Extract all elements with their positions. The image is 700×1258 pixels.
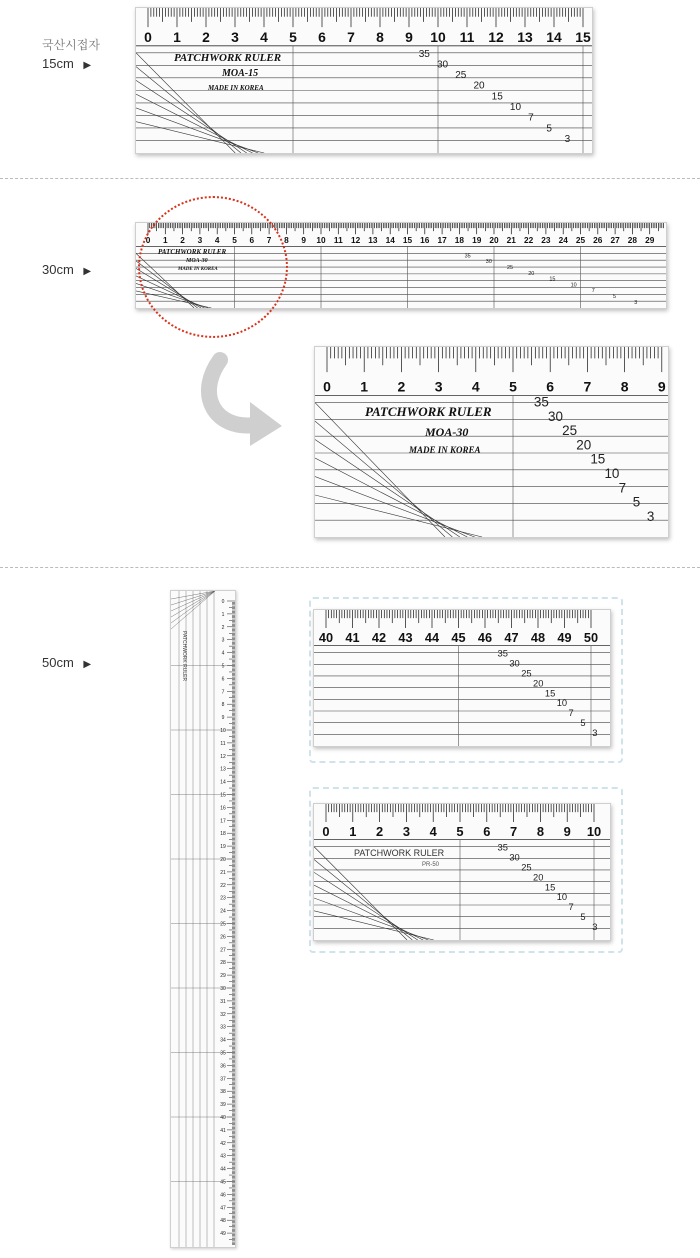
ruler-number: 19 xyxy=(472,234,482,245)
ruler-number: 2 xyxy=(376,823,384,839)
ruler-number: 26 xyxy=(220,934,226,941)
ruler-number: 24 xyxy=(220,908,226,915)
ruler-number: 13 xyxy=(220,766,226,773)
ruler-number: 22 xyxy=(523,234,534,245)
seam-mark: 15 xyxy=(549,276,556,283)
product-caption: 국산시접자 xyxy=(42,38,100,52)
ruler-number: 11 xyxy=(333,234,343,245)
ruler-number: 49 xyxy=(557,629,572,645)
ruler-number: 46 xyxy=(220,1192,226,1199)
ruler-number: 17 xyxy=(220,818,226,825)
ruler-number: 10 xyxy=(430,29,446,46)
ruler-number: 31 xyxy=(220,998,226,1005)
ruler-model: MOA-15 xyxy=(222,68,259,79)
ruler-number: 46 xyxy=(477,629,493,645)
size-label-50cm xyxy=(42,655,91,670)
ruler-number: 27 xyxy=(220,947,226,954)
seam-mark: 3 xyxy=(634,299,638,306)
seam-mark: 35 xyxy=(497,648,508,659)
ruler-50cm-detail-start-graphic xyxy=(314,804,610,940)
ruler-number: 22 xyxy=(220,882,226,889)
zoom-highlight-circle xyxy=(138,196,288,338)
seam-mark: 10 xyxy=(604,466,620,481)
ruler-brand: PATCHWORK RULER xyxy=(174,52,282,64)
seam-mark: 3 xyxy=(564,133,571,145)
seam-mark: 3 xyxy=(646,508,655,524)
ruler-number: 5 xyxy=(221,663,225,670)
ruler-number: 47 xyxy=(220,1205,226,1212)
seam-mark: 5 xyxy=(613,294,617,301)
triangle-right-icon: ▶ xyxy=(83,266,92,277)
ruler-number: 9 xyxy=(301,234,307,245)
seam-mark: 5 xyxy=(580,718,586,729)
seam-mark: 20 xyxy=(473,80,485,92)
seam-mark: 30 xyxy=(436,59,449,71)
size-label-30cm xyxy=(42,262,91,277)
ruler-number: 14 xyxy=(220,779,226,786)
section-divider xyxy=(0,178,700,179)
seam-mark: 30 xyxy=(509,852,520,863)
ruler-number: 1 xyxy=(162,234,168,245)
ruler-number: 0 xyxy=(221,599,225,605)
ruler-number: 18 xyxy=(454,234,465,245)
ruler-number: 25 xyxy=(575,234,586,245)
ruler-model: MOA-30 xyxy=(186,258,208,264)
ruler-30cm-zoom xyxy=(314,346,669,538)
ruler-15cm xyxy=(135,7,593,154)
ruler-number: 21 xyxy=(506,234,516,245)
ruler-50cm-vertical-graphic xyxy=(171,591,235,1247)
ruler-number: 3 xyxy=(221,637,225,644)
ruler-number: 7 xyxy=(221,689,225,696)
ruler-number: 7 xyxy=(266,234,272,245)
ruler-number: 1 xyxy=(221,611,225,618)
ruler-number: 30 xyxy=(220,986,226,992)
ruler-number: 23 xyxy=(541,234,551,245)
ruler-number: 32 xyxy=(220,1011,226,1018)
seam-mark: 25 xyxy=(521,668,532,679)
ruler-number: 15 xyxy=(220,792,226,799)
ruler-number: 3 xyxy=(231,29,239,46)
ruler-number: 14 xyxy=(546,29,562,46)
seam-mark: 3 xyxy=(592,727,598,738)
ruler-brand: PATCHWORK RULER xyxy=(365,404,492,419)
triangle-right-icon: ▶ xyxy=(83,659,92,670)
ruler-number: 14 xyxy=(385,234,395,245)
ruler-number: 39 xyxy=(220,1102,226,1109)
seam-mark: 5 xyxy=(632,494,641,510)
ruler-number: 18 xyxy=(220,831,226,838)
ruler-number: 20 xyxy=(220,857,226,863)
triangle-right-icon: ▶ xyxy=(83,60,92,71)
ruler-number: 5 xyxy=(509,378,517,395)
ruler-number: 8 xyxy=(221,702,225,709)
ruler-number: 4 xyxy=(214,234,220,245)
seam-mark: 20 xyxy=(533,678,544,689)
ruler-number: 37 xyxy=(220,1076,226,1083)
ruler-number: 44 xyxy=(424,629,440,645)
ruler-number: 23 xyxy=(220,895,226,902)
angle-line xyxy=(314,872,418,940)
ruler-number: 26 xyxy=(593,234,603,245)
ruler-number: 48 xyxy=(530,629,546,645)
seam-mark: 25 xyxy=(562,423,578,439)
ruler-50cm-vertical xyxy=(170,590,236,1248)
ruler-number: 35 xyxy=(220,1050,226,1057)
seam-mark: 3 xyxy=(592,921,598,932)
seam-mark: 7 xyxy=(568,708,574,719)
size-text: 50cm xyxy=(42,655,74,670)
ruler-number: 10 xyxy=(586,823,602,839)
seam-mark: 10 xyxy=(556,892,568,903)
seam-mark: 7 xyxy=(568,902,574,913)
ruler-number: 29 xyxy=(220,973,226,980)
ruler-number: 13 xyxy=(368,234,378,245)
ruler-number: 28 xyxy=(627,234,638,245)
ruler-50cm-detail-end-graphic xyxy=(314,610,610,746)
ruler-number: 20 xyxy=(489,234,499,245)
ruler-number: 25 xyxy=(220,921,226,928)
seam-mark: 7 xyxy=(618,480,627,496)
ruler-number: 42 xyxy=(220,1140,226,1147)
curved-arrow-icon xyxy=(200,350,290,450)
size-text: 30cm xyxy=(42,262,74,277)
ruler-number: 17 xyxy=(437,234,447,245)
ruler-number: 3 xyxy=(197,234,203,245)
ruler-number: 6 xyxy=(318,29,326,46)
ruler-number: 40 xyxy=(220,1115,226,1121)
angle-line xyxy=(314,859,412,940)
ruler-number: 3 xyxy=(434,378,443,395)
ruler-number: 0 xyxy=(323,378,331,395)
ruler-number: 28 xyxy=(220,960,226,967)
ruler-number: 5 xyxy=(289,29,297,46)
seam-mark: 5 xyxy=(580,912,586,923)
seam-mark: 10 xyxy=(570,282,577,289)
ruler-50cm-detail-start xyxy=(313,803,611,941)
detail-frame-40-50 xyxy=(309,597,623,763)
seam-mark: 5 xyxy=(546,123,552,135)
ruler-number: 8 xyxy=(284,234,289,245)
ruler-number: 12 xyxy=(220,753,226,760)
ruler-15cm-graphic xyxy=(136,8,592,153)
ruler-origin: MADE IN KOREA xyxy=(208,84,264,92)
ruler-number: 6 xyxy=(249,234,255,245)
ruler-number: 9 xyxy=(563,823,571,839)
ruler-number: 3 xyxy=(402,823,410,839)
detail-frame-0-10 xyxy=(309,787,623,953)
ruler-model: MOA-30 xyxy=(425,425,469,439)
ruler-number: 11 xyxy=(220,740,226,747)
ruler-number: 5 xyxy=(232,234,237,245)
ruler-origin: MADE IN KOREA xyxy=(409,445,481,455)
seam-mark: 35 xyxy=(418,48,430,60)
ruler-number: 6 xyxy=(221,676,225,683)
ruler-number: 16 xyxy=(420,234,430,245)
ruler-number: 24 xyxy=(558,234,568,245)
ruler-number: 12 xyxy=(350,234,361,245)
ruler-number: 15 xyxy=(402,234,413,245)
size-label-15cm xyxy=(42,56,91,71)
seam-mark: 20 xyxy=(576,437,592,453)
ruler-number: 10 xyxy=(220,728,226,734)
ruler-number: 47 xyxy=(504,629,519,645)
ruler-number: 34 xyxy=(220,1037,226,1044)
ruler-number: 7 xyxy=(510,823,518,839)
ruler-number: 9 xyxy=(221,715,225,722)
seam-mark: 25 xyxy=(507,265,514,272)
ruler-origin: MADE IN KOREA xyxy=(178,267,218,272)
ruler-number: 45 xyxy=(220,1179,226,1186)
seam-mark: 7 xyxy=(528,112,534,124)
ruler-number: 8 xyxy=(536,823,544,839)
section-divider xyxy=(0,567,700,568)
ruler-number: 48 xyxy=(220,1218,226,1225)
ruler-number: 0 xyxy=(322,823,330,839)
seam-mark: 25 xyxy=(521,862,532,873)
seam-mark: 30 xyxy=(509,658,520,669)
ruler-50cm-detail-end xyxy=(313,609,611,747)
ruler-number: 6 xyxy=(483,823,491,839)
seam-mark: 7 xyxy=(591,288,595,295)
ruler-number: 9 xyxy=(405,29,413,46)
ruler-number: 10 xyxy=(316,234,326,245)
ruler-number: 16 xyxy=(220,805,226,812)
seam-mark: 35 xyxy=(533,394,549,410)
ruler-number: 6 xyxy=(546,378,555,395)
ruler-brand: PATCHWORK RULER xyxy=(354,848,445,858)
angle-line xyxy=(136,67,241,153)
seam-mark: 35 xyxy=(464,253,471,260)
ruler-number: 41 xyxy=(220,1127,226,1134)
ruler-number: 4 xyxy=(429,823,437,839)
ruler-number: 33 xyxy=(220,1024,226,1031)
ruler-number: 8 xyxy=(620,378,629,395)
ruler-model: PR-50 xyxy=(422,862,440,868)
ruler-number: 4 xyxy=(221,650,225,657)
ruler-number: 42 xyxy=(371,629,387,645)
ruler-number: 50 xyxy=(583,629,599,645)
ruler-number: 2 xyxy=(202,29,210,46)
ruler-number: 21 xyxy=(220,869,226,876)
ruler-number: 9 xyxy=(657,378,666,395)
seam-mark: 15 xyxy=(491,91,503,103)
ruler-number: 11 xyxy=(459,29,475,46)
ruler-number: 4 xyxy=(260,29,268,46)
ruler-number: 7 xyxy=(347,29,355,46)
ruler-number: 43 xyxy=(398,629,413,645)
ruler-number: 38 xyxy=(220,1089,226,1096)
seam-mark: 20 xyxy=(528,270,535,277)
ruler-number: 15 xyxy=(575,29,591,46)
ruler-number: 12 xyxy=(488,29,504,46)
seam-mark: 30 xyxy=(547,408,563,424)
ruler-number: 43 xyxy=(220,1153,226,1160)
seam-mark: 25 xyxy=(455,70,467,82)
ruler-number: 2 xyxy=(180,234,185,245)
seam-mark: 20 xyxy=(533,872,544,883)
ruler-number: 1 xyxy=(349,823,357,839)
ruler-number: 0 xyxy=(145,234,151,245)
ruler-number: 4 xyxy=(471,378,480,395)
seam-mark: 15 xyxy=(544,882,556,893)
seam-mark: 35 xyxy=(497,842,508,853)
ruler-number: 27 xyxy=(610,234,620,245)
ruler-number: 19 xyxy=(220,844,226,851)
ruler-number: 5 xyxy=(456,823,464,839)
ruler-brand-vertical: PATCHWORK RULER xyxy=(181,631,187,682)
ruler-number: 2 xyxy=(397,378,406,395)
seam-mark: 15 xyxy=(544,688,556,699)
ruler-number: 41 xyxy=(345,629,360,645)
seam-mark: 30 xyxy=(485,259,492,266)
ruler-number: 1 xyxy=(360,378,369,395)
ruler-number: 2 xyxy=(221,624,225,631)
ruler-number: 7 xyxy=(583,378,592,395)
ruler-number: 49 xyxy=(220,1231,226,1238)
ruler-number: 45 xyxy=(451,629,466,645)
ruler-number: 1 xyxy=(173,29,181,46)
ruler-number: 8 xyxy=(376,29,384,46)
seam-mark: 10 xyxy=(556,698,568,709)
ruler-30cm-zoom-graphic xyxy=(315,347,668,537)
size-text: 15cm xyxy=(42,56,74,71)
ruler-number: 44 xyxy=(220,1166,226,1173)
ruler-number: 13 xyxy=(517,29,533,46)
seam-mark: 10 xyxy=(509,102,522,114)
ruler-number: 40 xyxy=(318,629,334,645)
ruler-number: 0 xyxy=(144,29,152,46)
ruler-brand: PATCHWORK RULER xyxy=(158,248,227,256)
seam-mark: 15 xyxy=(590,451,606,467)
ruler-number: 36 xyxy=(220,1063,226,1070)
ruler-number: 29 xyxy=(645,234,655,245)
